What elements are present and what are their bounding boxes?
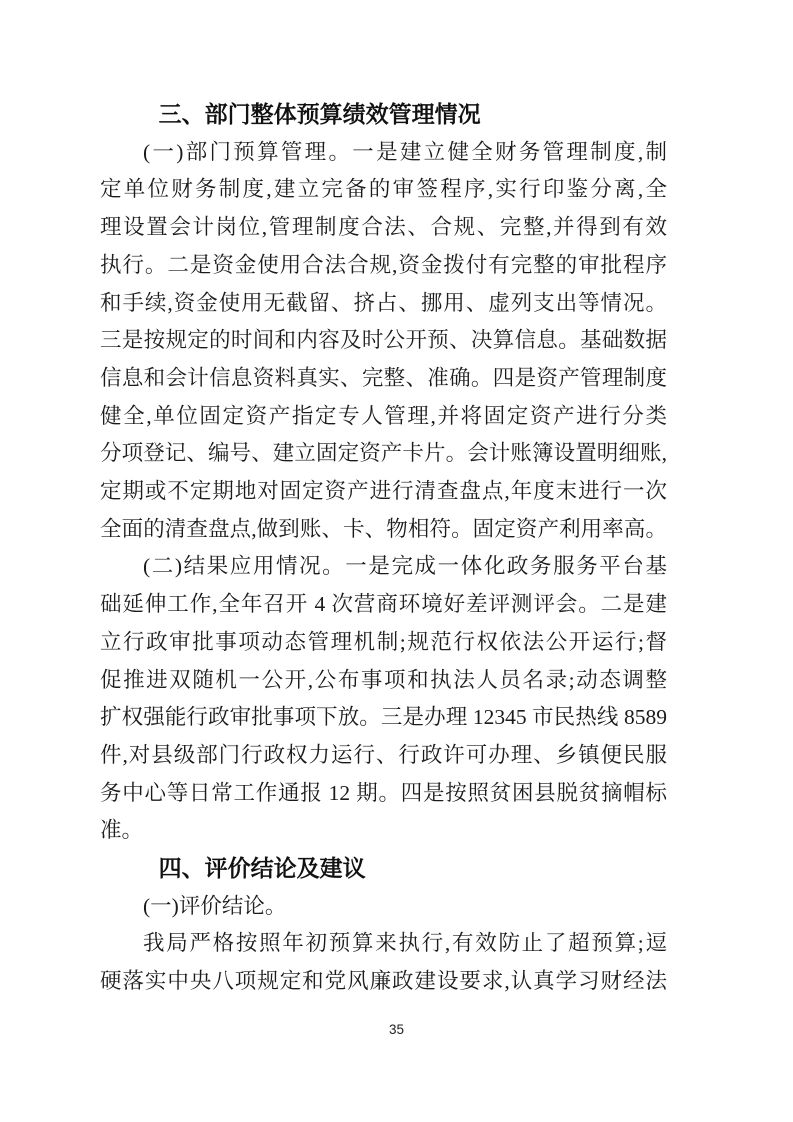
text-line: 立行政审批事项动态管理机制;规范行权依法公开运行;督 — [100, 629, 667, 654]
text-line: 理设置会计岗位,管理制度合法、合规、完整,并得到有效 — [100, 215, 667, 240]
text-line: 信息和会计信息资料真实、完整、准确。四是资产管理制度 — [100, 365, 667, 390]
section-heading-conclusion-suggestions: 四、评价结论及建议 — [158, 855, 366, 882]
text-line: 定单位财务制度,建立完备的审签程序,实行印鉴分离,全 — [100, 177, 667, 202]
section-heading-budget-performance: 三、部门整体预算绩效管理情况 — [158, 101, 481, 127]
paragraph-conclusion-body — [100, 925, 667, 1000]
text-line: 健全,单位固定资产指定专人管理,并将固定资产进行分类 — [100, 403, 667, 428]
text-line: 全面的清查盘点,做到账、卡、物相符。固定资产利用率高。 — [100, 516, 667, 541]
text-line: 准。 — [100, 818, 144, 843]
text-line: 件,对县级部门行政权力运行、行政许可办理、乡镇便民服 — [100, 742, 667, 767]
text-line: (一)评价结论。 — [143, 893, 287, 918]
text-line: 促推进双随机一公开,公布事项和执法人员名录;动态调整 — [100, 667, 667, 692]
text-line: 分项登记、编号、建立固定资产卡片。会计账簿设置明细账, — [100, 441, 667, 466]
text-line: 定期或不定期地对固定资产进行清查盘点,年度末进行一次 — [100, 479, 667, 504]
text-line: 三是按规定的时间和内容及时公开预、决算信息。基础数据 — [100, 328, 667, 353]
paragraph-result-application — [100, 548, 667, 850]
text-line: 础延伸工作,全年召开 4 次营商环境好差评测评会。二是建 — [100, 592, 667, 617]
paragraph-budget-management — [100, 134, 667, 549]
paragraph-conclusion-label — [100, 888, 667, 926]
text-line: 我局严格按照年初预算来执行,有效防止了超预算;逗 — [143, 931, 667, 956]
text-line: 务中心等日常工作通报 12 期。四是按照贫困县脱贫摘帽标 — [100, 780, 667, 805]
text-line: (一)部门预算管理。一是建立健全财务管理制度,制 — [143, 139, 667, 164]
text-line: 执行。二是资金使用合法合规,资金拨付有完整的审批程序 — [100, 252, 667, 277]
text-line: 硬落实中央八项规定和党风廉政建设要求,认真学习财经法 — [100, 969, 667, 994]
text-line: (二)结果应用情况。一是完成一体化政务服务平台基 — [143, 554, 667, 579]
text-line: 扩权强能行政审批事项下放。三是办理 12345 市民热线 8589 — [100, 705, 667, 730]
text-line: 和手续,资金使用无截留、挤占、挪用、虚列支出等情况。 — [100, 290, 667, 315]
page-number: 35 — [388, 1022, 405, 1037]
